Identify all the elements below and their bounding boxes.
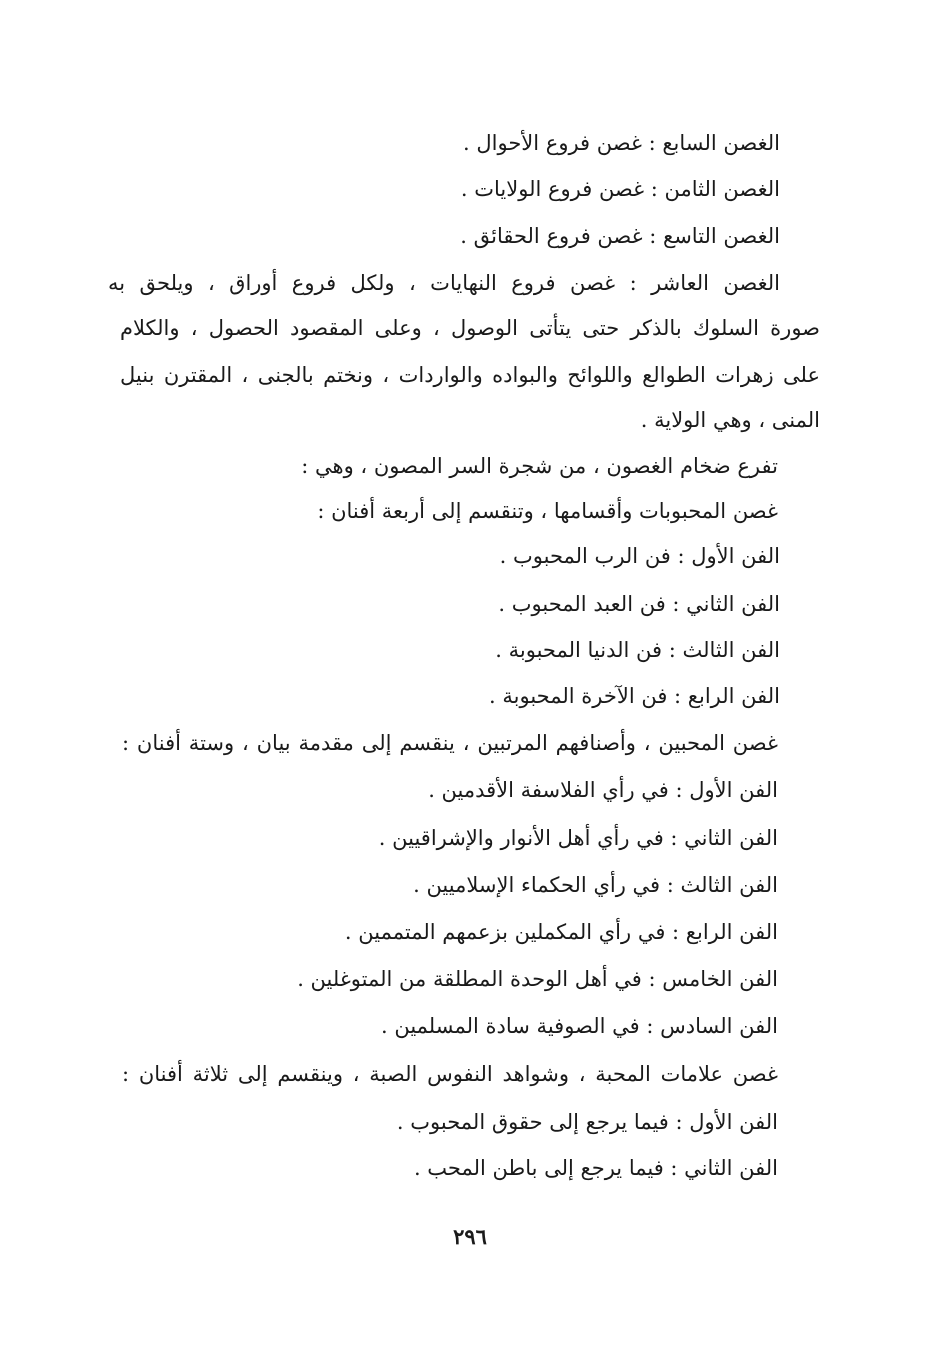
text-line: تفرع ضخام الغصون ، من شجرة السر المصون ، وهي :	[301, 454, 778, 478]
list-item: الفن الرابع : فن الآخرة المحبوبة .	[489, 684, 780, 708]
text-line: غصن علامات المحبة ، وشواهد النفوس الصبة ، وينقسم إلى ثلاثة أفنان :	[122, 1062, 778, 1086]
list-item: الفن السادس : في الصوفية سادة المسلمين .	[380, 1014, 778, 1038]
list-item: الفن الرابع : في رأي المكملين بزعمهم المتممين .	[344, 920, 778, 944]
list-item: الفن الثاني : فن العبد المحبوب .	[498, 592, 780, 616]
text-line: الغصن السابع : غصن فروع الأحوال .	[463, 131, 780, 155]
text-line: المنى ، وهي الولاية .	[640, 408, 820, 432]
page-number: ٢٩٦	[453, 1224, 487, 1249]
text-line: صورة السلوك بالذكر حتى يتأتى الوصول ، وعلى المقصود الحصول ، والكلام	[120, 316, 820, 340]
list-item: الفن الأول : فن الرب المحبوب .	[499, 544, 780, 568]
text-line: الغصن العاشر : غصن فروع النهايات ، ولكل فروع أوراق ، ويلحق به	[108, 271, 780, 295]
text-line: غصن المحبوبات وأقسامها ، وتنقسم إلى أربعة أفنان :	[317, 499, 778, 523]
text-line: على زهرات الطوالع واللوائح والبواده والواردات ، ونختم بالجنى ، المقترن بنيل	[120, 363, 820, 387]
list-item: الفن الخامس : في أهل الوحدة المطلقة من المتوغلين .	[297, 967, 778, 991]
list-item: الفن الثالث : في رأي الحكماء الإسلاميين .	[413, 873, 778, 897]
list-item: الفن الأول : فيما يرجع إلى حقوق المحبوب .	[396, 1110, 778, 1134]
text-line: الغصن التاسع : غصن فروع الحقائق .	[460, 224, 780, 248]
list-item: الفن الثاني : فيما يرجع إلى باطن المحب .	[413, 1156, 778, 1180]
text-line: غصن المحبين ، وأصنافهم المرتبين ، ينقسم إلى مقدمة بيان ، وستة أفنان :	[122, 731, 778, 755]
list-item: الفن الأول : في رأي الفلاسفة الأقدمين .	[428, 778, 778, 802]
list-item: الفن الثالث : فن الدنيا المحبوبة .	[495, 638, 780, 662]
text-line: الغصن الثامن : غصن فروع الولايات .	[460, 177, 780, 201]
list-item: الفن الثاني : في رأي أهل الأنوار والإشراقيين .	[378, 826, 778, 850]
